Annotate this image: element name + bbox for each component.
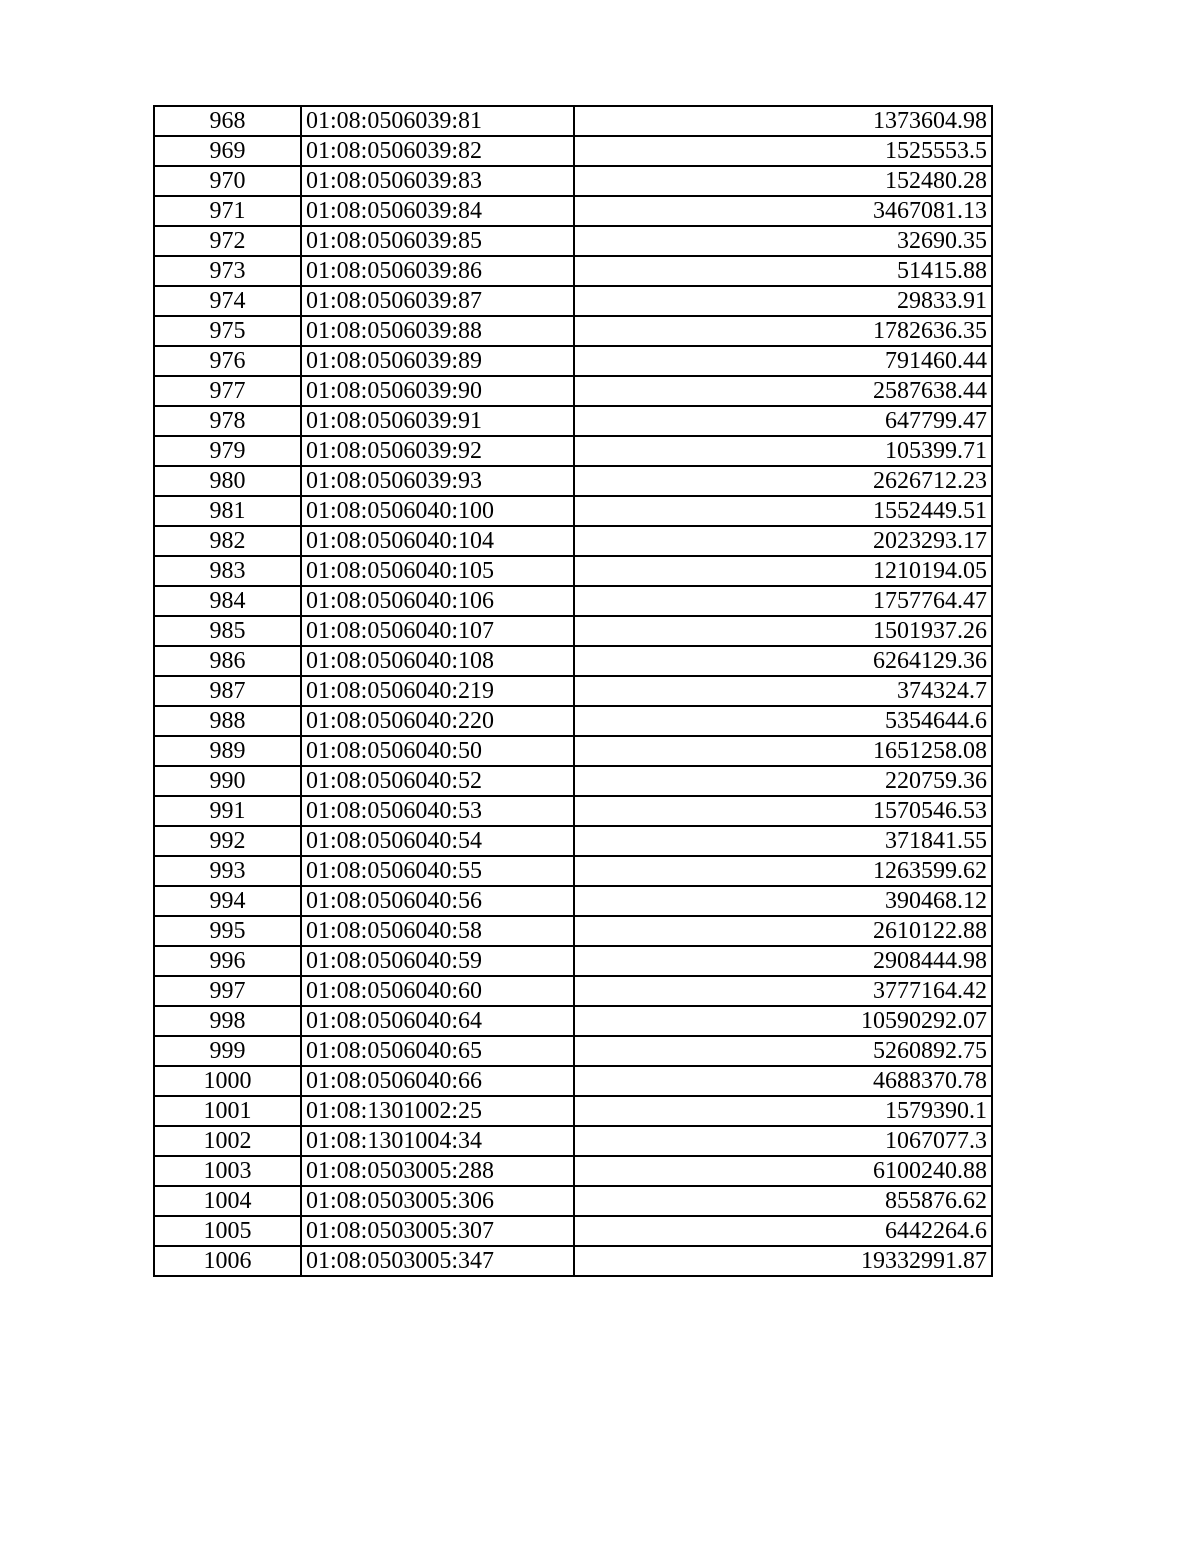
- cadastral-number-cell: 01:08:0506040:106: [301, 586, 574, 616]
- row-number-cell: 998: [154, 1006, 301, 1036]
- table-row: [154, 1006, 992, 1036]
- value-cell: 1570546.53: [574, 796, 992, 826]
- table-row: [154, 496, 992, 526]
- table-row: [154, 616, 992, 646]
- cadastral-number-cell: 01:08:0506039:82: [301, 136, 574, 166]
- value-cell: 29833.91: [574, 286, 992, 316]
- value-cell: 32690.35: [574, 226, 992, 256]
- cadastral-number-cell: 01:08:0506039:89: [301, 346, 574, 376]
- value-cell: 791460.44: [574, 346, 992, 376]
- table-row: [154, 436, 992, 466]
- table-row: [154, 376, 992, 406]
- value-cell: 3777164.42: [574, 976, 992, 1006]
- table-row: [154, 856, 992, 886]
- cadastral-number-cell: 01:08:0506039:83: [301, 166, 574, 196]
- table-row: [154, 646, 992, 676]
- row-number-cell: 969: [154, 136, 301, 166]
- cadastral-number-cell: 01:08:1301004:34: [301, 1126, 574, 1156]
- value-cell: 2610122.88: [574, 916, 992, 946]
- cadastral-number-cell: 01:08:0506040:60: [301, 976, 574, 1006]
- row-number-cell: 1001: [154, 1096, 301, 1126]
- value-cell: 2908444.98: [574, 946, 992, 976]
- table-row: [154, 226, 992, 256]
- table-row: [154, 316, 992, 346]
- table-row: [154, 1156, 992, 1186]
- value-cell: 1651258.08: [574, 736, 992, 766]
- table-row: [154, 736, 992, 766]
- value-cell: 6442264.6: [574, 1216, 992, 1246]
- table-row: [154, 706, 992, 736]
- cadastral-number-cell: 01:08:0506039:84: [301, 196, 574, 226]
- cadastral-number-cell: 01:08:0506040:53: [301, 796, 574, 826]
- value-cell: 6100240.88: [574, 1156, 992, 1186]
- value-cell: 1373604.98: [574, 106, 992, 136]
- row-number-cell: 989: [154, 736, 301, 766]
- value-cell: 855876.62: [574, 1186, 992, 1216]
- row-number-cell: 975: [154, 316, 301, 346]
- cadastral-number-cell: 01:08:0506040:50: [301, 736, 574, 766]
- row-number-cell: 976: [154, 346, 301, 376]
- cadastral-number-cell: 01:08:0506039:88: [301, 316, 574, 346]
- cadastral-number-cell: 01:08:0503005:307: [301, 1216, 574, 1246]
- row-number-cell: 991: [154, 796, 301, 826]
- row-number-cell: 982: [154, 526, 301, 556]
- table-row: [154, 466, 992, 496]
- row-number-cell: 999: [154, 1036, 301, 1066]
- cadastral-number-cell: 01:08:0506040:220: [301, 706, 574, 736]
- value-cell: 105399.71: [574, 436, 992, 466]
- row-number-cell: 1000: [154, 1066, 301, 1096]
- table-row: [154, 916, 992, 946]
- cadastral-number-cell: 01:08:0506039:90: [301, 376, 574, 406]
- cadastral-number-cell: 01:08:0506040:56: [301, 886, 574, 916]
- row-number-cell: 971: [154, 196, 301, 226]
- table-row: [154, 136, 992, 166]
- value-cell: 4688370.78: [574, 1066, 992, 1096]
- value-cell: 1501937.26: [574, 616, 992, 646]
- value-cell: 1210194.05: [574, 556, 992, 586]
- value-cell: 1757764.47: [574, 586, 992, 616]
- table-row: [154, 796, 992, 826]
- table-row: [154, 286, 992, 316]
- cadastral-number-cell: 01:08:0506040:107: [301, 616, 574, 646]
- cadastral-number-cell: 01:08:0506040:65: [301, 1036, 574, 1066]
- cadastral-number-cell: 01:08:0506040:100: [301, 496, 574, 526]
- table-row: [154, 766, 992, 796]
- row-number-cell: 977: [154, 376, 301, 406]
- value-cell: 3467081.13: [574, 196, 992, 226]
- row-number-cell: 996: [154, 946, 301, 976]
- cadastral-number-cell: 01:08:0506039:91: [301, 406, 574, 436]
- row-number-cell: 1006: [154, 1246, 301, 1276]
- table-row: [154, 526, 992, 556]
- cadastral-number-cell: 01:08:0506039:85: [301, 226, 574, 256]
- table-row: [154, 886, 992, 916]
- table-row: [154, 1036, 992, 1066]
- row-number-cell: 978: [154, 406, 301, 436]
- value-cell: 1525553.5: [574, 136, 992, 166]
- table-row: [154, 826, 992, 856]
- cadastral-number-cell: 01:08:0506040:59: [301, 946, 574, 976]
- row-number-cell: 993: [154, 856, 301, 886]
- cadastral-number-cell: 01:08:0506039:93: [301, 466, 574, 496]
- cadastral-number-cell: 01:08:0506040:108: [301, 646, 574, 676]
- row-number-cell: 995: [154, 916, 301, 946]
- row-number-cell: 974: [154, 286, 301, 316]
- cadastral-number-cell: 01:08:0506040:219: [301, 676, 574, 706]
- cadastral-number-cell: 01:08:1301002:25: [301, 1096, 574, 1126]
- value-cell: 2626712.23: [574, 466, 992, 496]
- table-row: [154, 1186, 992, 1216]
- value-cell: 152480.28: [574, 166, 992, 196]
- row-number-cell: 983: [154, 556, 301, 586]
- row-number-cell: 980: [154, 466, 301, 496]
- row-number-cell: 994: [154, 886, 301, 916]
- row-number-cell: 981: [154, 496, 301, 526]
- cadastral-number-cell: 01:08:0506040:64: [301, 1006, 574, 1036]
- row-number-cell: 985: [154, 616, 301, 646]
- cadastral-number-cell: 01:08:0506040:52: [301, 766, 574, 796]
- row-number-cell: 992: [154, 826, 301, 856]
- cadastral-number-cell: 01:08:0506040:55: [301, 856, 574, 886]
- cadastral-number-cell: 01:08:0503005:347: [301, 1246, 574, 1276]
- cadastral-number-cell: 01:08:0506039:87: [301, 286, 574, 316]
- value-cell: 390468.12: [574, 886, 992, 916]
- table-row: [154, 106, 992, 136]
- table-row: [154, 166, 992, 196]
- table-row: [154, 556, 992, 586]
- value-cell: 371841.55: [574, 826, 992, 856]
- value-cell: 5260892.75: [574, 1036, 992, 1066]
- value-cell: 1263599.62: [574, 856, 992, 886]
- cadastral-number-cell: 01:08:0503005:288: [301, 1156, 574, 1186]
- table-row: [154, 586, 992, 616]
- row-number-cell: 987: [154, 676, 301, 706]
- cadastral-number-cell: 01:08:0506040:66: [301, 1066, 574, 1096]
- cadastral-number-cell: 01:08:0506039:81: [301, 106, 574, 136]
- table-row: [154, 346, 992, 376]
- value-cell: 2587638.44: [574, 376, 992, 406]
- row-number-cell: 1002: [154, 1126, 301, 1156]
- value-cell: 2023293.17: [574, 526, 992, 556]
- table-row: [154, 1126, 992, 1156]
- table-body: [154, 106, 992, 1276]
- row-number-cell: 984: [154, 586, 301, 616]
- value-cell: 1782636.35: [574, 316, 992, 346]
- table-row: [154, 946, 992, 976]
- row-number-cell: 986: [154, 646, 301, 676]
- cadastral-number-cell: 01:08:0506040:104: [301, 526, 574, 556]
- row-number-cell: 1004: [154, 1186, 301, 1216]
- row-number-cell: 972: [154, 226, 301, 256]
- value-cell: 51415.88: [574, 256, 992, 286]
- row-number-cell: 973: [154, 256, 301, 286]
- row-number-cell: 970: [154, 166, 301, 196]
- row-number-cell: 997: [154, 976, 301, 1006]
- row-number-cell: 979: [154, 436, 301, 466]
- row-number-cell: 1003: [154, 1156, 301, 1186]
- value-cell: 10590292.07: [574, 1006, 992, 1036]
- cadastral-number-cell: 01:08:0506039:86: [301, 256, 574, 286]
- cadastral-number-cell: 01:08:0506040:105: [301, 556, 574, 586]
- value-cell: 647799.47: [574, 406, 992, 436]
- value-cell: 1552449.51: [574, 496, 992, 526]
- table-row: [154, 1246, 992, 1276]
- value-cell: 6264129.36: [574, 646, 992, 676]
- cadastral-number-cell: 01:08:0503005:306: [301, 1186, 574, 1216]
- data-table: [153, 105, 993, 1277]
- table-row: [154, 1216, 992, 1246]
- value-cell: 1067077.3: [574, 1126, 992, 1156]
- table-row: [154, 406, 992, 436]
- row-number-cell: 968: [154, 106, 301, 136]
- table-row: [154, 976, 992, 1006]
- value-cell: 1579390.1: [574, 1096, 992, 1126]
- row-number-cell: 1005: [154, 1216, 301, 1246]
- cadastral-number-cell: 01:08:0506040:54: [301, 826, 574, 856]
- table-row: [154, 256, 992, 286]
- cadastral-number-cell: 01:08:0506039:92: [301, 436, 574, 466]
- row-number-cell: 990: [154, 766, 301, 796]
- table-row: [154, 1066, 992, 1096]
- value-cell: 19332991.87: [574, 1246, 992, 1276]
- table-row: [154, 1096, 992, 1126]
- table-row: [154, 676, 992, 706]
- cadastral-number-cell: 01:08:0506040:58: [301, 916, 574, 946]
- table-row: [154, 196, 992, 226]
- value-cell: 374324.7: [574, 676, 992, 706]
- value-cell: 220759.36: [574, 766, 992, 796]
- value-cell: 5354644.6: [574, 706, 992, 736]
- row-number-cell: 988: [154, 706, 301, 736]
